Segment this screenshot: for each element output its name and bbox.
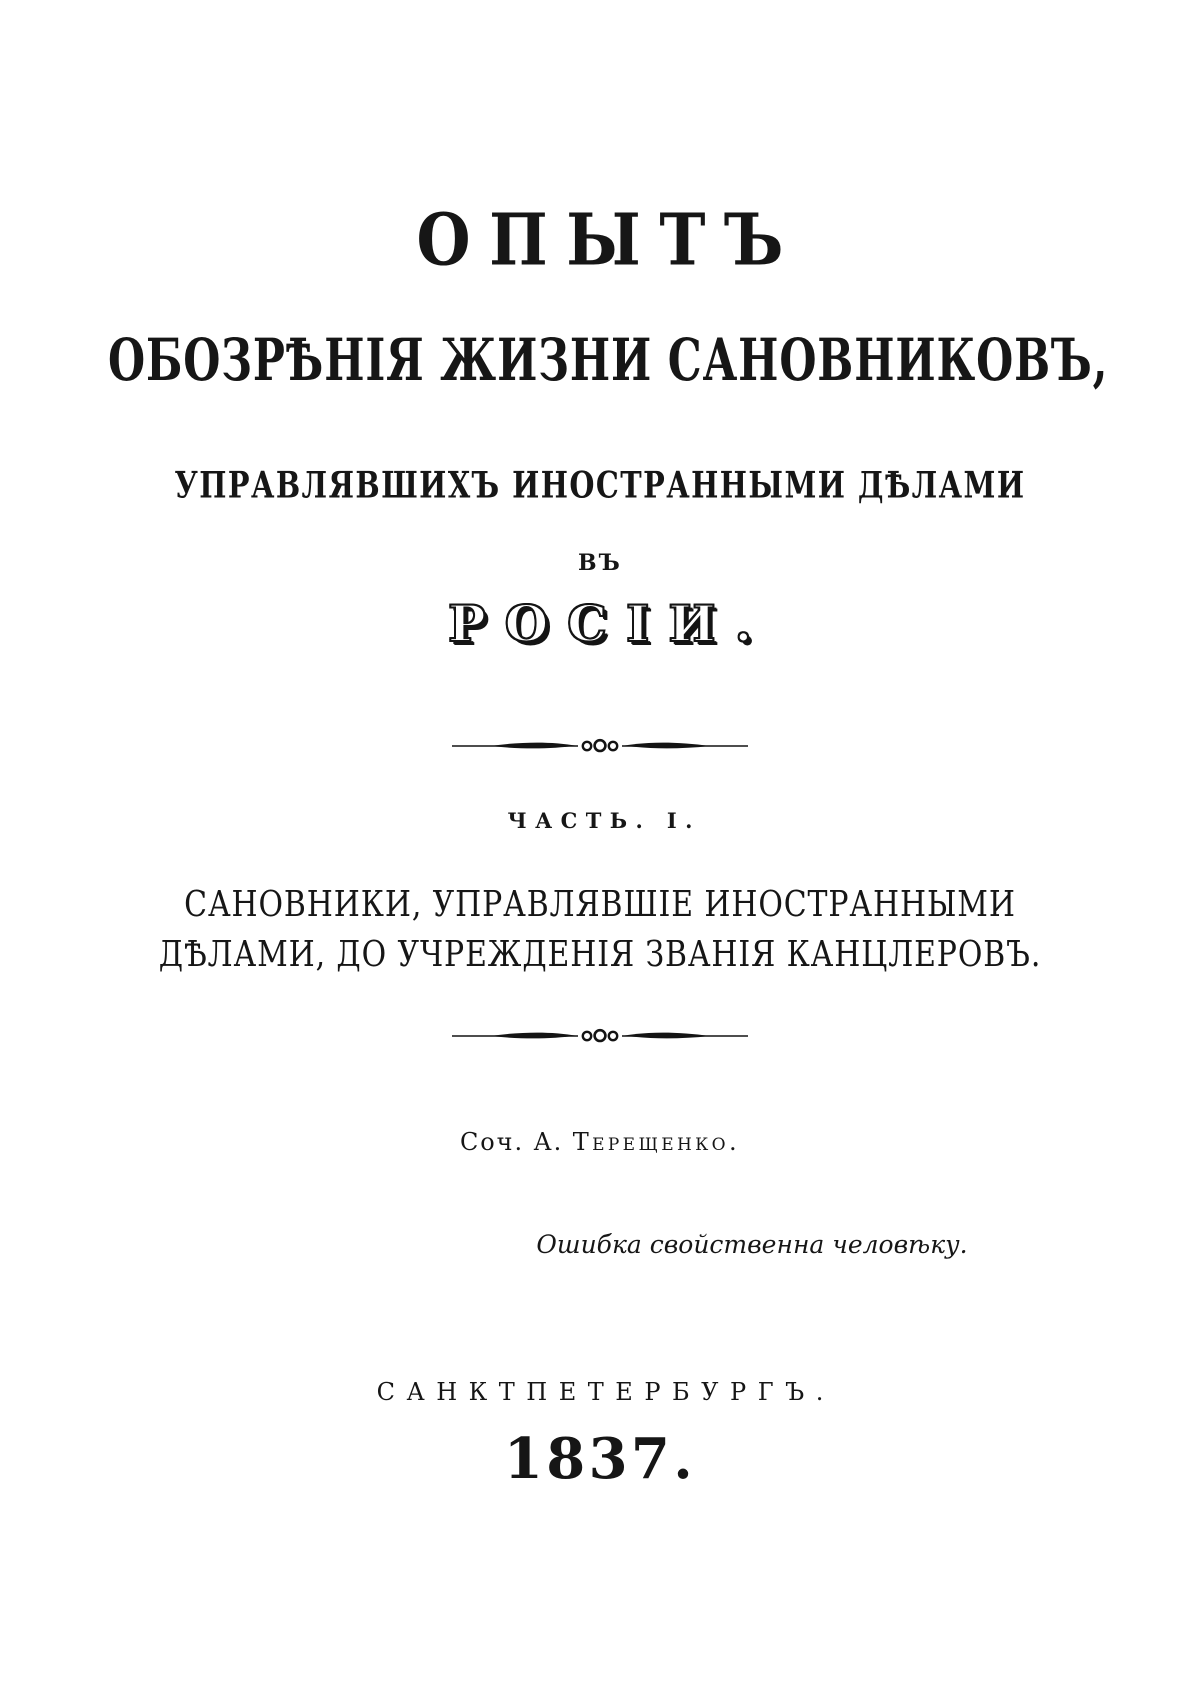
- divider-ornament-icon: [0, 1026, 1200, 1046]
- author-surname: Терещенко.: [572, 1128, 740, 1156]
- epigraph-quote: Ошибка свойственна человѣку.: [536, 1230, 968, 1259]
- part-heading: ЧАСТЬ. I.: [507, 808, 701, 833]
- publication-city: САНКТПЕТЕРБУРГЪ.: [376, 1378, 835, 1406]
- subtitle-preposition: ВЪ: [577, 550, 623, 576]
- book-title-line2: ОБОЗРѢНІЯ ЖИЗНИ САНОВНИКОВЪ,: [108, 326, 1109, 395]
- section-title-line2: ДѢЛАМИ, ДО УЧРЕЖДЕНІЯ ЗВАНІЯ КАНЦЛЕРОВЪ.: [158, 934, 1042, 976]
- section-title-line1: САНОВНИКИ, УПРАВЛЯВШІЕ ИНОСТРАННЫМИ: [184, 884, 1016, 926]
- publication-year: 1837.: [503, 1426, 697, 1492]
- divider-ornament-icon: [0, 736, 1200, 756]
- author-prefix: Соч. А.: [460, 1128, 564, 1156]
- book-subtitle: УПРАВЛЯВШИХЪ ИНОСТРАННЫМИ ДѢЛАМИ: [174, 464, 1026, 507]
- country-display-text: РОСІИ.: [448, 594, 771, 653]
- author-credit: [0, 1128, 1200, 1156]
- book-main-title: ОПЫТЪ: [416, 198, 803, 282]
